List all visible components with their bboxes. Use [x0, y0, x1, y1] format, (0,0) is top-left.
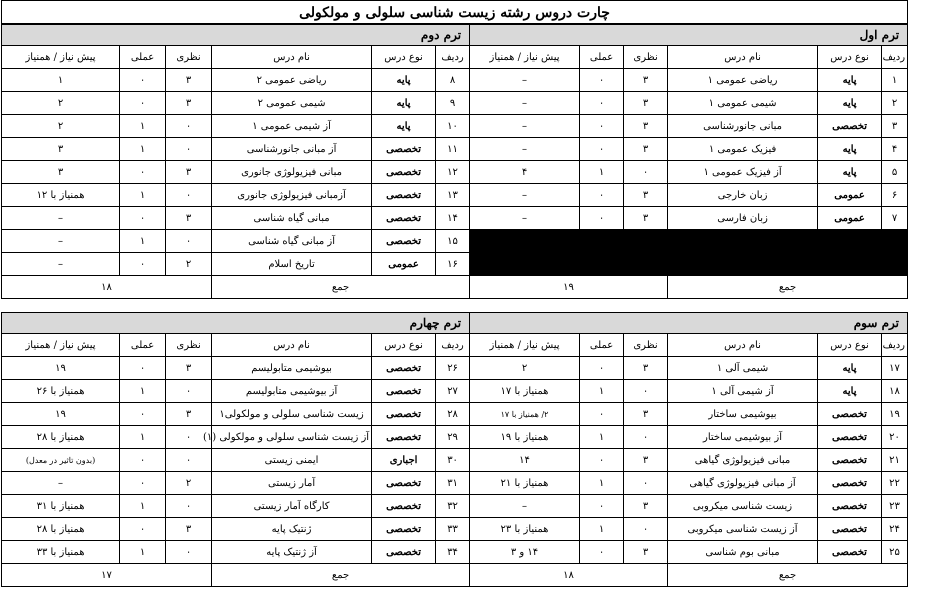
course-row — [2, 357, 470, 380]
course-name: مبانی گیاه شناسی — [212, 207, 372, 230]
total-units: ۱۸ — [2, 276, 212, 299]
course-row — [2, 138, 470, 161]
row-number: ۲۵ — [882, 541, 908, 564]
course-type: تخصصی — [372, 161, 436, 184]
practical-header: عملی — [580, 46, 624, 69]
course-name: آز شیمی عمومی ۱ — [212, 115, 372, 138]
course-row — [470, 161, 908, 184]
course-type: تخصصی — [818, 495, 882, 518]
course-name: آز بیوشیمی ساختار — [668, 426, 818, 449]
course-type: تخصصی — [818, 541, 882, 564]
total-units: ۱۸ — [470, 564, 668, 587]
course-type: عمومی — [372, 253, 436, 276]
course-name: آز مبانی گیاه شناسی — [212, 230, 372, 253]
course-name: تاریخ اسلام — [212, 253, 372, 276]
term-header-row — [2, 313, 470, 334]
practical-header: عملی — [580, 334, 624, 357]
theory-units: ۰ — [624, 380, 668, 403]
practical-units: ۰ — [120, 357, 166, 380]
course-row — [470, 449, 908, 472]
row-number: ۱۸ — [882, 380, 908, 403]
theory-units: ۳ — [166, 518, 212, 541]
practical-header: عملی — [120, 46, 166, 69]
row-number: ۳۲ — [436, 495, 470, 518]
term-name: ترم اول — [470, 25, 908, 46]
empty-filler-row — [470, 230, 908, 253]
course-name: آز ژنتیک پایه — [212, 541, 372, 564]
row-number-header: ردیف — [436, 46, 470, 69]
row-number: ۷ — [882, 207, 908, 230]
practical-units: ۰ — [580, 115, 624, 138]
course-row — [2, 69, 470, 92]
course-name: زبان خارجی — [668, 184, 818, 207]
course-type: تخصصی — [818, 426, 882, 449]
prerequisite: ۱ — [2, 69, 120, 92]
practical-units: ۰ — [580, 541, 624, 564]
term-1-table — [469, 24, 908, 299]
course-type: تخصصی — [372, 541, 436, 564]
course-name: مبانی فیزیولوژی گیاهی — [668, 449, 818, 472]
practical-units: ۰ — [120, 69, 166, 92]
practical-units: ۰ — [120, 92, 166, 115]
theory-units: ۰ — [166, 449, 212, 472]
term-name: ترم سوم — [470, 313, 908, 334]
row-number: ۳۱ — [436, 472, 470, 495]
term-header-row — [2, 25, 470, 46]
row-number: ۱۵ — [436, 230, 470, 253]
course-name: آز شیمی آلی ۱ — [668, 380, 818, 403]
row-number-header: ردیف — [882, 46, 908, 69]
theory-units: ۰ — [166, 138, 212, 161]
course-row — [2, 207, 470, 230]
course-row — [470, 541, 908, 564]
course-name: ریاضی عمومی ۲ — [212, 69, 372, 92]
course-row — [470, 92, 908, 115]
theory-units: ۳ — [624, 449, 668, 472]
row-number: ۲۹ — [436, 426, 470, 449]
course-name: فیزیک عمومی ۱ — [668, 138, 818, 161]
course-name: آز مبانی جانورشناسی — [212, 138, 372, 161]
row-number: ۹ — [436, 92, 470, 115]
course-type: تخصصی — [818, 518, 882, 541]
course-name: آز زیست شناسی سلولی و مولکولی (۱) — [212, 426, 372, 449]
practical-units: ۱ — [580, 161, 624, 184]
course-type: تخصصی — [372, 426, 436, 449]
course-type: تخصصی — [372, 207, 436, 230]
practical-units: ۰ — [580, 138, 624, 161]
course-name: زیست شناسی میکروبی — [668, 495, 818, 518]
row-number-header: ردیف — [882, 334, 908, 357]
theory-units: ۲ — [166, 472, 212, 495]
theory-units: ۰ — [166, 541, 212, 564]
course-name: شیمی عمومی ۲ — [212, 92, 372, 115]
course-type: تخصصی — [372, 472, 436, 495]
total-label: جمع — [212, 564, 470, 587]
row-number: ۵ — [882, 161, 908, 184]
course-type: پایه — [372, 92, 436, 115]
row-number: ۱۱ — [436, 138, 470, 161]
theory-units: ۳ — [624, 207, 668, 230]
row-number: ۲۷ — [436, 380, 470, 403]
practical-units: ۰ — [120, 449, 166, 472]
course-row — [2, 472, 470, 495]
course-row — [2, 518, 470, 541]
prerequisite: همنیاز با ۱۲ — [2, 184, 120, 207]
row-number: ۶ — [882, 184, 908, 207]
prerequisite: همنیاز با ۱۹ — [470, 426, 580, 449]
course-row — [470, 357, 908, 380]
course-type: تخصصی — [372, 495, 436, 518]
course-type-header: نوع درس — [372, 46, 436, 69]
theory-units: ۳ — [166, 357, 212, 380]
theory-units: ۰ — [624, 518, 668, 541]
course-name: آز زیست شناسی میکروبی — [668, 518, 818, 541]
row-number: ۲۸ — [436, 403, 470, 426]
practical-units: ۱ — [120, 184, 166, 207]
course-row — [470, 115, 908, 138]
total-row — [470, 276, 908, 299]
total-label: جمع — [668, 564, 908, 587]
row-number: ۳۳ — [436, 518, 470, 541]
theory-units: ۰ — [624, 161, 668, 184]
row-number: ۳۰ — [436, 449, 470, 472]
prerequisite: – — [470, 92, 580, 115]
course-type: عمومی — [818, 184, 882, 207]
course-type: تخصصی — [818, 449, 882, 472]
prerequisite: ۳ — [2, 138, 120, 161]
course-name: بیوشیمی متابولیسم — [212, 357, 372, 380]
row-number: ۲۴ — [882, 518, 908, 541]
course-type: تخصصی — [372, 138, 436, 161]
practical-units: ۱ — [120, 138, 166, 161]
course-name: آمار زیستی — [212, 472, 372, 495]
course-row — [470, 138, 908, 161]
total-label: جمع — [668, 276, 908, 299]
prerequisite: ۲ — [2, 115, 120, 138]
course-type: پایه — [818, 357, 882, 380]
course-row — [470, 403, 908, 426]
course-type: پایه — [818, 92, 882, 115]
prerequisite: – — [470, 184, 580, 207]
theory-units: ۰ — [166, 115, 212, 138]
chart-title: چارت دروس رشته زیست شناسی سلولی و مولکولی — [1, 0, 908, 24]
course-row — [2, 230, 470, 253]
course-row — [2, 426, 470, 449]
prerequisite: – — [470, 495, 580, 518]
practical-units: ۱ — [120, 541, 166, 564]
course-name: آز فیزیک عمومی ۱ — [668, 161, 818, 184]
course-row — [2, 449, 470, 472]
theory-units: ۰ — [624, 472, 668, 495]
course-name: آز مبانی فیزیولوژی گیاهی — [668, 472, 818, 495]
course-name: آزمبانی فیزیولوژی جانوری — [212, 184, 372, 207]
theory-units: ۳ — [624, 92, 668, 115]
prerequisite: – — [470, 69, 580, 92]
term-3-table — [469, 312, 908, 587]
total-row — [2, 276, 470, 299]
course-type: تخصصی — [818, 403, 882, 426]
course-row — [2, 495, 470, 518]
course-type: پایه — [818, 161, 882, 184]
practical-units: ۱ — [120, 115, 166, 138]
practical-units: ۱ — [120, 426, 166, 449]
practical-units: ۰ — [580, 357, 624, 380]
course-row — [2, 115, 470, 138]
theory-header: نظری — [624, 46, 668, 69]
column-header-row — [470, 334, 908, 357]
prerequisite: ۱۹ — [2, 403, 120, 426]
course-type: تخصصی — [372, 518, 436, 541]
prerequisite: همنیاز با ۲۸ — [2, 518, 120, 541]
practical-units: ۱ — [580, 380, 624, 403]
practical-units: ۰ — [120, 403, 166, 426]
column-header-row — [2, 334, 470, 357]
theory-units: ۰ — [166, 184, 212, 207]
practical-units: ۰ — [120, 472, 166, 495]
course-row — [2, 403, 470, 426]
course-name: زبان فارسی — [668, 207, 818, 230]
course-row — [2, 92, 470, 115]
course-name: ایمنی زیستی — [212, 449, 372, 472]
course-name-header: نام درس — [668, 46, 818, 69]
row-number: ۲۰ — [882, 426, 908, 449]
practical-units: ۰ — [120, 207, 166, 230]
course-name: بیوشیمی ساختار — [668, 403, 818, 426]
course-row — [470, 472, 908, 495]
course-type: پایه — [372, 115, 436, 138]
term-4-table — [1, 312, 470, 587]
course-name: کارگاه آمار زیستی — [212, 495, 372, 518]
total-units: ۱۹ — [470, 276, 668, 299]
theory-units: ۳ — [166, 207, 212, 230]
prerequisite: همنیاز با ۲۶ — [2, 380, 120, 403]
theory-units: ۰ — [166, 230, 212, 253]
course-row — [2, 184, 470, 207]
practical-header: عملی — [120, 334, 166, 357]
theory-units: ۳ — [624, 541, 668, 564]
course-type: پایه — [372, 69, 436, 92]
total-row — [470, 564, 908, 587]
practical-units: ۰ — [580, 69, 624, 92]
row-number: ۴ — [882, 138, 908, 161]
prerequisite-header: پیش نیاز / همنیاز — [2, 46, 120, 69]
course-type: عمومی — [818, 207, 882, 230]
prerequisite: (بدون تاثیر در معدل) — [2, 449, 120, 472]
course-type-header: نوع درس — [818, 46, 882, 69]
prerequisite: همنیاز با ۲۳ — [470, 518, 580, 541]
prerequisite: – — [2, 472, 120, 495]
prerequisite: – — [2, 253, 120, 276]
course-type: پایه — [818, 69, 882, 92]
row-number: ۱۴ — [436, 207, 470, 230]
prerequisite-header: پیش نیاز / همنیاز — [470, 46, 580, 69]
course-row — [470, 495, 908, 518]
theory-units: ۳ — [624, 403, 668, 426]
row-number: ۲۱ — [882, 449, 908, 472]
course-name: مبانی جانورشناسی — [668, 115, 818, 138]
blacked-out-area — [470, 253, 908, 276]
row-number: ۱۶ — [436, 253, 470, 276]
course-row — [470, 69, 908, 92]
term-name: ترم چهارم — [2, 313, 470, 334]
row-number: ۸ — [436, 69, 470, 92]
practical-units: ۱ — [120, 495, 166, 518]
row-number: ۱۰ — [436, 115, 470, 138]
course-type: تخصصی — [818, 472, 882, 495]
prerequisite: ۱۴ — [470, 449, 580, 472]
theory-units: ۳ — [624, 357, 668, 380]
practical-units: ۰ — [580, 403, 624, 426]
prerequisite-header: پیش نیاز / همنیاز — [470, 334, 580, 357]
course-type: پایه — [818, 138, 882, 161]
row-number: ۳ — [882, 115, 908, 138]
practical-units: ۰ — [580, 449, 624, 472]
empty-filler-row — [470, 253, 908, 276]
theory-units: ۳ — [166, 161, 212, 184]
course-type: اجباری — [372, 449, 436, 472]
course-name: شیمی آلی ۱ — [668, 357, 818, 380]
term-header-row — [470, 25, 908, 46]
term-2-table — [1, 24, 470, 299]
course-row — [470, 518, 908, 541]
theory-units: ۳ — [624, 138, 668, 161]
course-type: تخصصی — [372, 403, 436, 426]
course-type-header: نوع درس — [818, 334, 882, 357]
prerequisite: ۱۹ — [2, 357, 120, 380]
term-header-row — [470, 313, 908, 334]
course-name: مبانی بوم شناسی — [668, 541, 818, 564]
practical-units: ۱ — [580, 518, 624, 541]
practical-units: ۱ — [580, 472, 624, 495]
row-number: ۱۲ — [436, 161, 470, 184]
course-type: تخصصی — [372, 230, 436, 253]
course-name-header: نام درس — [668, 334, 818, 357]
theory-units: ۲ — [166, 253, 212, 276]
prerequisite: – — [470, 138, 580, 161]
course-name: ژنتیک پایه — [212, 518, 372, 541]
prerequisite: ۳ — [2, 161, 120, 184]
prerequisite: همنیاز با ۱۷ — [470, 380, 580, 403]
course-name: آز بیوشیمی متابولیسم — [212, 380, 372, 403]
row-number: ۲۳ — [882, 495, 908, 518]
prerequisite: – — [470, 115, 580, 138]
theory-units: ۳ — [166, 92, 212, 115]
course-name: زیست شناسی سلولی و مولکولی۱ — [212, 403, 372, 426]
row-number: ۲۶ — [436, 357, 470, 380]
course-row — [2, 380, 470, 403]
theory-units: ۳ — [624, 184, 668, 207]
prerequisite: – — [2, 230, 120, 253]
row-number: ۱۳ — [436, 184, 470, 207]
prerequisite: ۴ — [470, 161, 580, 184]
practical-units: ۰ — [580, 184, 624, 207]
theory-header: نظری — [624, 334, 668, 357]
prerequisite: ۲ — [2, 92, 120, 115]
course-type: تخصصی — [818, 115, 882, 138]
prerequisite: ۲ — [470, 357, 580, 380]
practical-units: ۰ — [580, 92, 624, 115]
course-row — [2, 161, 470, 184]
course-type: تخصصی — [372, 380, 436, 403]
course-row — [2, 541, 470, 564]
row-number: ۱۷ — [882, 357, 908, 380]
theory-units: ۰ — [166, 495, 212, 518]
theory-units: ۳ — [624, 115, 668, 138]
course-type: پایه — [818, 380, 882, 403]
theory-header: نظری — [166, 46, 212, 69]
prerequisite: ۱۴ و ۳ — [470, 541, 580, 564]
practical-units: ۰ — [120, 253, 166, 276]
total-label: جمع — [212, 276, 470, 299]
prerequisite: – — [2, 207, 120, 230]
course-type: تخصصی — [372, 184, 436, 207]
row-number: ۲ — [882, 92, 908, 115]
prerequisite: همنیاز با ۲۸ — [2, 426, 120, 449]
course-name-header: نام درس — [212, 334, 372, 357]
course-name-header: نام درس — [212, 46, 372, 69]
practical-units: ۱ — [580, 426, 624, 449]
theory-units: ۳ — [166, 69, 212, 92]
row-number: ۱۹ — [882, 403, 908, 426]
theory-units: ۳ — [624, 495, 668, 518]
total-units: ۱۷ — [2, 564, 212, 587]
theory-units: ۰ — [166, 426, 212, 449]
prerequisite: همنیاز با ۳۳ — [2, 541, 120, 564]
practical-units: ۰ — [120, 518, 166, 541]
course-row — [470, 426, 908, 449]
practical-units: ۰ — [120, 161, 166, 184]
theory-units: ۳ — [166, 403, 212, 426]
prerequisite: – — [470, 207, 580, 230]
course-row — [2, 253, 470, 276]
course-name: شیمی عمومی ۱ — [668, 92, 818, 115]
practical-units: ۰ — [580, 495, 624, 518]
course-row — [470, 380, 908, 403]
prerequisite: همنیاز با ۳۱ — [2, 495, 120, 518]
row-number: ۱ — [882, 69, 908, 92]
course-type: تخصصی — [372, 357, 436, 380]
prerequisite: همنیاز با ۲۱ — [470, 472, 580, 495]
course-name: مبانی فیزیولوژی جانوری — [212, 161, 372, 184]
theory-units: ۰ — [166, 380, 212, 403]
theory-units: ۳ — [624, 69, 668, 92]
practical-units: ۱ — [120, 230, 166, 253]
term-name: ترم دوم — [2, 25, 470, 46]
row-number: ۳۴ — [436, 541, 470, 564]
theory-units: ۰ — [624, 426, 668, 449]
practical-units: ۱ — [120, 380, 166, 403]
prerequisite-header: پیش نیاز / همنیاز — [2, 334, 120, 357]
total-row — [2, 564, 470, 587]
column-header-row — [2, 46, 470, 69]
blacked-out-area — [470, 230, 908, 253]
course-row — [470, 207, 908, 230]
course-name: ریاضی عمومی ۱ — [668, 69, 818, 92]
course-type-header: نوع درس — [372, 334, 436, 357]
theory-header: نظری — [166, 334, 212, 357]
row-number-header: ردیف — [436, 334, 470, 357]
course-row — [470, 184, 908, 207]
row-number: ۲۲ — [882, 472, 908, 495]
prerequisite: ۲/ همنیاز با ۱۷ — [470, 403, 580, 426]
practical-units: ۰ — [580, 207, 624, 230]
column-header-row — [470, 46, 908, 69]
